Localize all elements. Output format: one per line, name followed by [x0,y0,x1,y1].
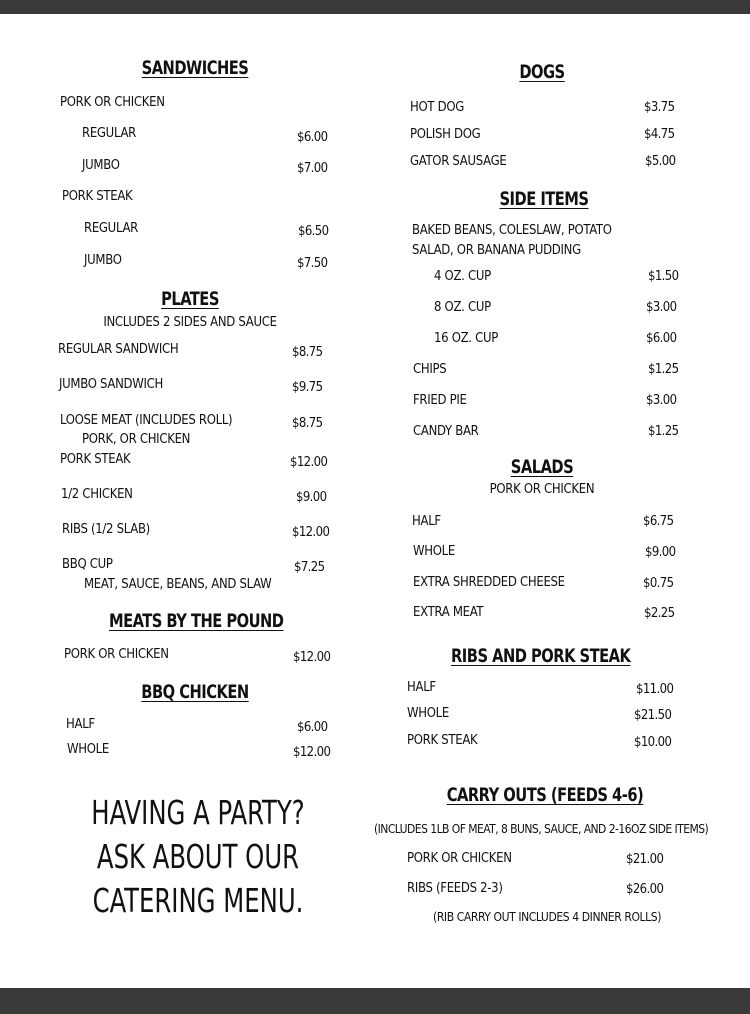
section-subtitle-plates: INCLUDES 2 SIDES AND SAUCE [103,315,277,330]
top-bar [0,0,750,14]
party-line-1: HAVING A PARTY? [91,793,305,832]
section-title-side-items: SIDE ITEMS [499,188,589,210]
menu-item-name: HALF [66,717,95,732]
menu-item-price: $8.75 [292,345,323,360]
menu-item-name: JUMBO [84,253,122,268]
menu-item-price: $9.75 [292,380,323,395]
menu-item-price: $8.75 [292,416,323,431]
menu-item-name: PORK OR CHICKEN [60,95,165,110]
menu-item-price: $6.00 [297,720,328,735]
section-title-sandwiches: SANDWICHES [141,57,249,79]
menu-item-name: WHOLE [413,544,455,559]
section-title-meats-by-the-pound: MEATS BY THE POUND [109,610,284,632]
menu-item-price: $21.50 [634,708,672,723]
section-title-ribs-and-pork-steak: RIBS AND PORK STEAK [451,645,631,667]
menu-item-price: $12.00 [290,455,328,470]
menu-item-price: $5.00 [645,154,676,169]
section-description: SALAD, OR BANANA PUDDING [412,243,581,258]
menu-item-name: PORK STEAK [407,733,478,748]
menu-item-name: HALF [412,514,441,529]
menu-item-name: PORK STEAK [60,452,131,467]
section-title-bbq-chicken: BBQ CHICKEN [141,681,249,703]
menu-item-price: $12.00 [293,745,331,760]
menu-item-price: $1.50 [648,269,679,284]
menu-item-price: $6.75 [643,514,674,529]
menu-item-price: $7.50 [297,256,328,271]
section-title-dogs: DOGS [519,61,565,83]
section-title-salads: SALADS [510,456,574,478]
menu-item-name: WHOLE [67,742,109,757]
menu-item-price: $3.00 [646,300,677,315]
menu-item-price: $3.75 [644,100,675,115]
menu-item-name: JUMBO [82,158,120,173]
menu-item-name: GATOR SAUSAGE [410,154,507,169]
menu-item-name: JUMBO SANDWICH [59,377,164,392]
menu-item-price: $26.00 [626,882,664,897]
menu-item-name: CHIPS [413,362,447,377]
menu-item-name: PORK OR CHICKEN [407,851,512,866]
section-description: BAKED BEANS, COLESLAW, POTATO [412,223,612,238]
section-subtitle-carry-outs: (INCLUDES 1LB OF MEAT, 8 BUNS, SAUCE, AND 2-16OZ SIDE ITEMS) [374,822,709,836]
menu-item-name: CANDY BAR [413,424,479,439]
menu-item-name: PORK STEAK [62,189,133,204]
menu-item-name: PORK OR CHICKEN [64,647,169,662]
menu-item-price: $6.00 [297,130,328,145]
menu-item-price: $12.00 [292,525,330,540]
menu-item-name: REGULAR [84,221,138,236]
menu-item-price: $2.25 [644,606,675,621]
menu-item-name: FRIED PIE [413,393,467,408]
menu-item-price: $12.00 [293,650,331,665]
menu-item-name: REGULAR [82,126,136,141]
menu-item-name: RIBS (FEEDS 2-3) [407,881,503,896]
menu-item-name: POLISH DOG [410,127,481,142]
menu-item-price: $1.25 [648,362,679,377]
menu-item-name: EXTRA SHREDDED CHEESE [413,575,565,590]
menu-item-note: MEAT, SAUCE, BEANS, AND SLAW [84,577,272,592]
menu-item-price: $1.25 [648,424,679,439]
menu-item-name: HOT DOG [410,100,465,115]
menu-item-name: 1/2 CHICKEN [61,487,133,502]
menu-item-price: $6.00 [646,331,677,346]
section-title-plates: PLATES [161,288,219,310]
menu-item-price: $6.50 [298,224,329,239]
menu-item-price: $9.00 [296,490,327,505]
section-title-carry-outs: CARRY OUTS (FEEDS 4-6) [446,784,644,806]
menu-item-name: RIBS (1/2 SLAB) [62,522,150,537]
menu-item-name: 8 OZ. CUP [434,300,491,315]
menu-item-name: HALF [407,680,436,695]
menu-item-name: WHOLE [407,706,449,721]
menu-item-price: $10.00 [634,735,672,750]
menu-item-name: 4 OZ. CUP [434,269,491,284]
menu-item-price: $7.25 [294,560,325,575]
bottom-bar [0,988,750,1014]
menu-item-price: $7.00 [297,161,328,176]
menu-item-name: LOOSE MEAT (INCLUDES ROLL) [60,413,233,428]
menu-item-name: EXTRA MEAT [413,605,484,620]
menu-item-price: $21.00 [626,852,664,867]
menu-item-price: $4.75 [644,127,675,142]
menu-item-name: REGULAR SANDWICH [58,342,179,357]
menu-item-note: PORK, OR CHICKEN [82,432,191,447]
party-line-2: ASK ABOUT OUR [96,837,300,876]
menu-item-price: $11.00 [636,682,674,697]
menu-item-price: $0.75 [643,576,674,591]
section-subtitle-salads: PORK OR CHICKEN [489,482,595,497]
party-line-3: CATERING MENU. [92,881,304,920]
carry-outs-note: (RIB CARRY OUT INCLUDES 4 DINNER ROLLS) [433,910,662,924]
menu-item-price: $3.00 [646,393,677,408]
menu-item-name: 16 OZ. CUP [434,331,499,346]
menu-item-price: $9.00 [645,545,676,560]
menu-item-name: BBQ CUP [62,557,113,572]
